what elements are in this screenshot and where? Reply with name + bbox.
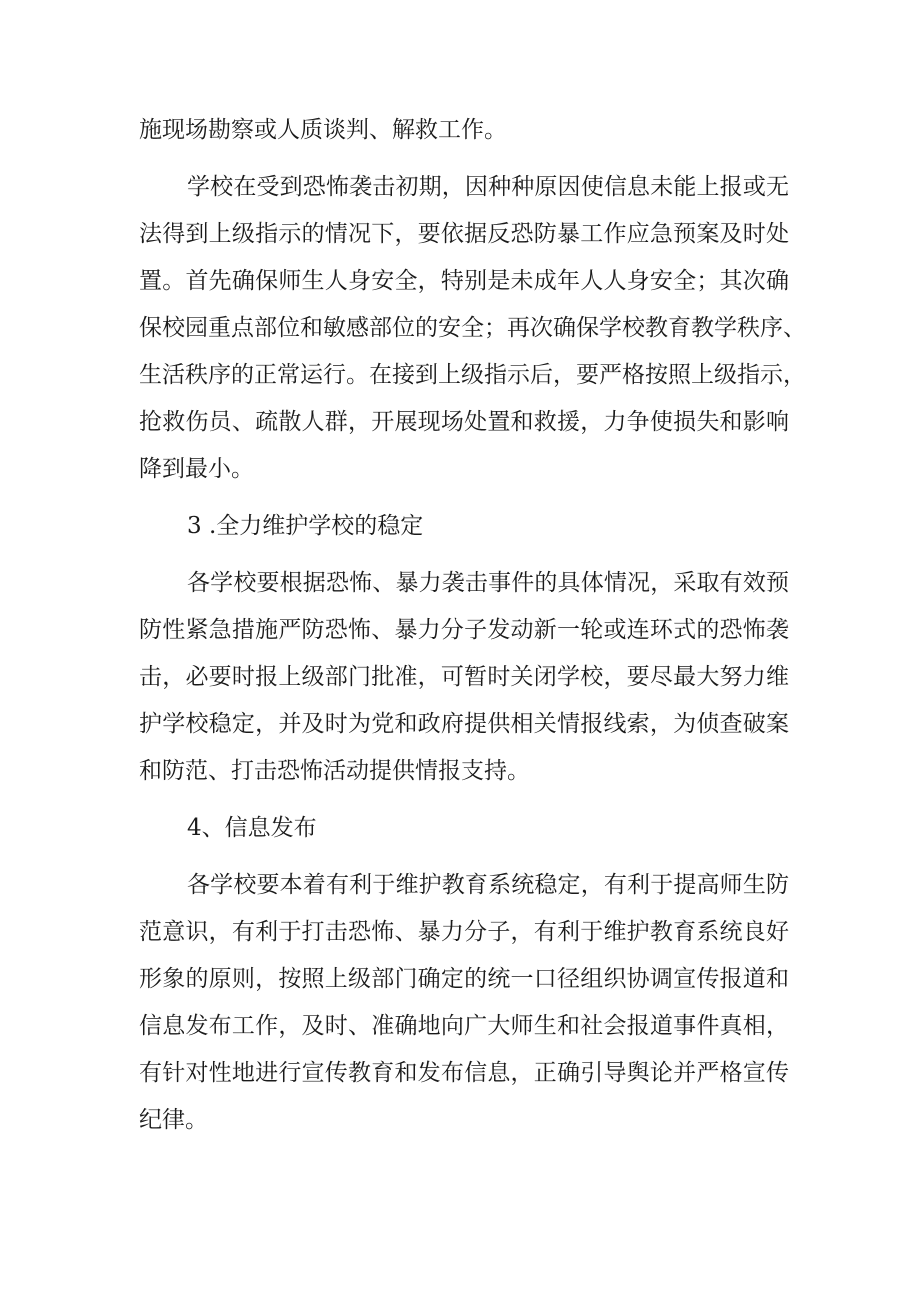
paragraph-line: 生活秩序的正常运行。在接到上级指示后，要严格按照上级指示，	[139, 362, 806, 388]
paragraph-line: 抢救伤员、疏散人群，开展现场处置和救援，力争使损失和影响	[139, 409, 789, 435]
paragraph-line: 保校园重点部位和敏感部位的安全；再次确保学校教育教学秩序、	[139, 315, 806, 341]
section-heading: 3 .全力维护学校的稳定	[187, 513, 424, 539]
paragraph-line: 施现场勘察或人质谈判、解救工作。	[139, 117, 507, 143]
paragraph-line: 各学校要本着有利于维护教育系统稳定，有利于提高师生防	[187, 872, 789, 898]
paragraph-line: 法得到上级指示的情况下，要依据反恐防暴工作应急预案及时处	[139, 221, 789, 247]
paragraph-line: 形象的原则，按照上级部门确定的统一口径组织协调宣传报道和	[139, 966, 789, 992]
paragraph-line: 和防范、打击恐怖活动提供情报支持。	[139, 758, 530, 784]
paragraph-line: 防性紧急措施严防恐怖、暴力分子发动新一轮或连环式的恐怖袭	[139, 617, 789, 643]
section-heading: 4、信息发布	[187, 815, 317, 841]
paragraph-line: 纪律。	[139, 1107, 208, 1133]
paragraph-line: 学校在受到恐怖袭击初期，因种种原因使信息未能上报或无	[187, 174, 789, 200]
paragraph-line: 置。首先确保师生人身安全，特别是未成年人人身安全；其次确	[139, 268, 789, 294]
paragraph-line: 降到最小。	[139, 456, 254, 482]
document-body	[139, 107, 806, 1144]
paragraph-line: 各学校要根据恐怖、暴力袭击事件的具体情况，采取有效预	[187, 570, 789, 596]
paragraph-line: 范意识，有利于打击恐怖、暴力分子，有利于维护教育系统良好	[139, 919, 789, 945]
paragraph-line: 击，必要时报上级部门批准，可暂时关闭学校，要尽最大努力维	[139, 664, 789, 690]
paragraph-line: 信息发布工作，及时、准确地向广大师生和社会报道事件真相，	[139, 1013, 789, 1039]
paragraph-line: 有针对性地进行宣传教育和发布信息，正确引导舆论并严格宣传	[139, 1060, 789, 1086]
paragraph-line: 护学校稳定，并及时为党和政府提供相关情报线索，为侦查破案	[139, 711, 789, 737]
